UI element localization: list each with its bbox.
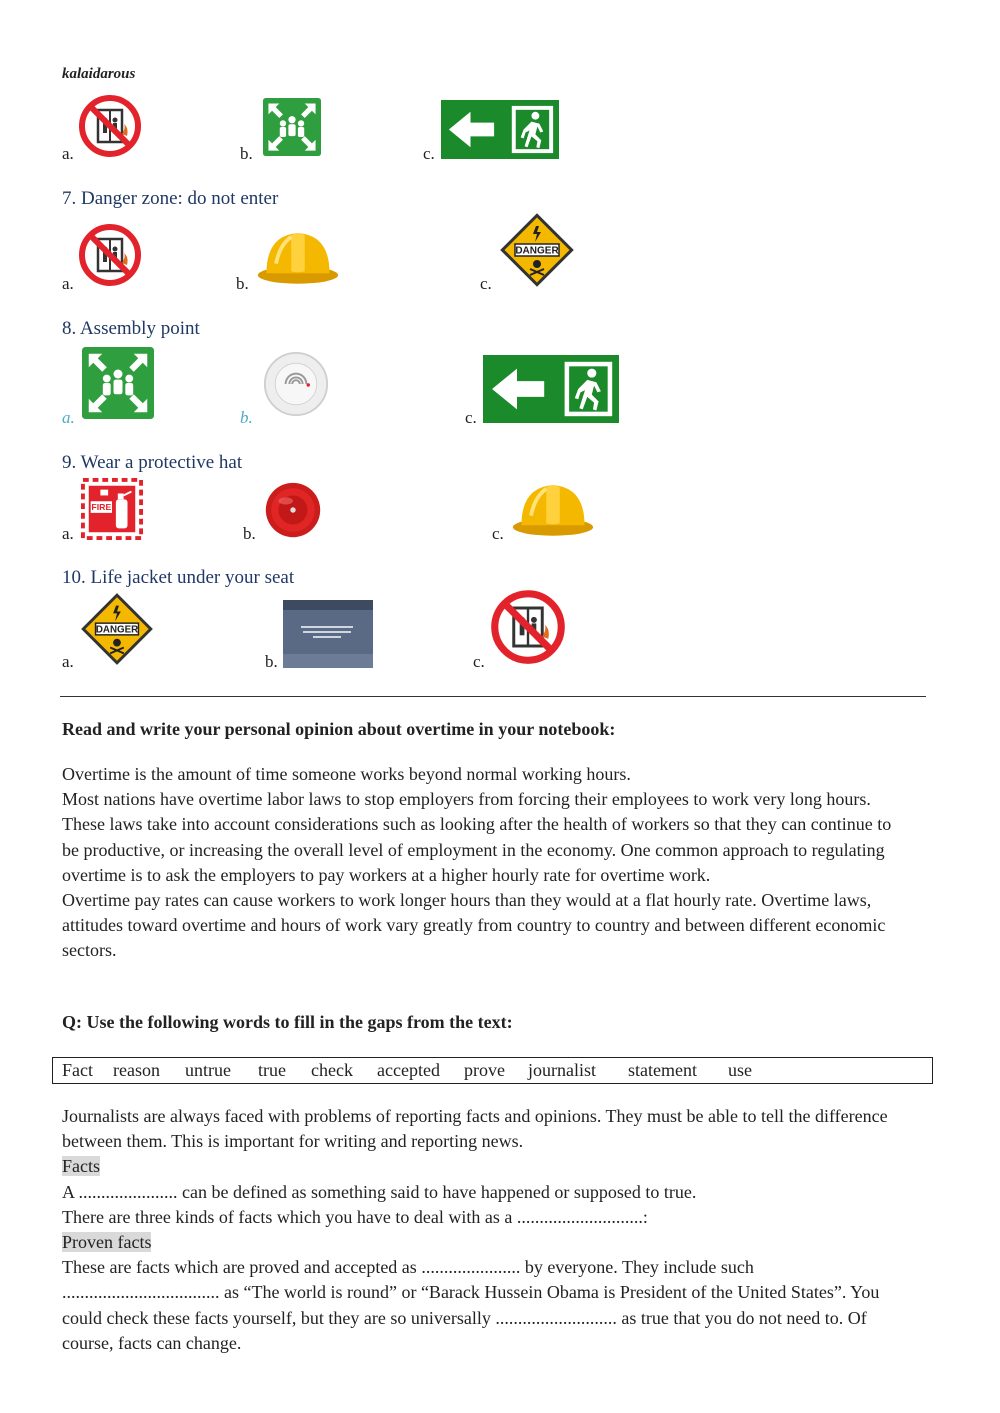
seat-placard-photo-icon[interactable]: [283, 600, 373, 668]
facts-heading: Facts: [62, 1156, 100, 1177]
gapfill-line-2: There are three kinds of facts which you have to deal with as a ............................:: [62, 1206, 648, 1227]
option-c-letter: c.: [480, 274, 492, 293]
word-bank: [52, 1057, 933, 1084]
section-divider: [60, 696, 926, 697]
gap-blank[interactable]: ......................: [78, 1181, 178, 1202]
fire-alarm-bell-icon[interactable]: [264, 481, 322, 539]
reading-paragraph: Overtime pay rates can cause workers to work longer hours than they would at a flat hourly rate. Overtime laws, attitudes toward overtime and hours of work vary greatly from country to country and between different economic sectors.: [62, 890, 886, 961]
emergency-exit-icon[interactable]: [483, 355, 619, 423]
word-bank-item: prove: [464, 1060, 505, 1080]
word-bank-item: true: [258, 1060, 286, 1080]
reading-heading: Read and write your personal opinion about overtime in your notebook:: [62, 719, 616, 739]
proven-facts-paragraph: These are facts which are proved and accepted as ...................... by everyone. They include such ................................... as “The world is round” or “Barack Hussein Obama is President of the United States”. You could check these facts yourself, but they are so universally ........................... as true that you do not need to. Of course, facts can change.: [62, 1257, 880, 1353]
word-bank-item: check: [311, 1060, 353, 1080]
option-c-letter: c.: [423, 144, 435, 163]
option-a-letter: a.: [62, 274, 74, 293]
gap-blank[interactable]: ...........................: [495, 1307, 617, 1328]
no-elevator-in-fire-icon[interactable]: [490, 589, 566, 665]
word-bank-item: reason: [113, 1060, 160, 1080]
option-b-letter: b.: [240, 408, 253, 427]
gap-blank[interactable]: ......................: [421, 1257, 521, 1278]
gapfill-intro: Journalists are always faced with problems of reporting facts and opinions. They must be able to tell the difference between them. This is important for writing and reporting news.: [62, 1106, 888, 1152]
no-elevator-in-fire-icon[interactable]: [78, 94, 142, 158]
word-bank-item: Fact: [62, 1060, 93, 1080]
no-elevator-in-fire-icon[interactable]: [78, 223, 142, 287]
word-bank-item: statement: [628, 1060, 697, 1080]
author-name: kalaidarous: [62, 66, 136, 82]
option-b-letter: b.: [236, 274, 249, 293]
gapfill-text: [62, 1104, 912, 1356]
gap-blank[interactable]: ...................................: [62, 1282, 220, 1303]
gapfill-question: Q: Use the following words to fill in the gaps from the text:: [62, 1012, 513, 1032]
option-a-letter: a.: [62, 144, 74, 163]
option-b-letter: b.: [243, 524, 256, 543]
question-10-title: 10. Life jacket under your seat: [62, 567, 295, 588]
hard-hat-icon[interactable]: [510, 476, 596, 540]
word-bank-item: accepted: [377, 1060, 440, 1080]
question-8-title: 8. Assembly point: [62, 318, 200, 339]
option-a-letter: a.: [62, 652, 74, 671]
reading-paragraph: Overtime is the amount of time someone works beyond normal working hours.: [62, 764, 631, 784]
reading-text: [62, 762, 912, 964]
emergency-exit-icon[interactable]: [441, 100, 559, 159]
option-c-letter: c.: [473, 652, 485, 671]
gapfill-line-1: A ...................... can be defined as something said to have happened or supposed to true.: [62, 1181, 697, 1202]
smoke-detector-icon[interactable]: [263, 351, 329, 417]
question-7-title: 7. Danger zone: do not enter: [62, 188, 279, 209]
reading-paragraph: Most nations have overtime labor laws to stop employers from forcing their employees to work very long hours. These laws take into account considerations such as looking after the health of workers so that they can continue to be productive, or increasing the overall level of employment in the economy. One common approach to regulating overtime is to ask the employers to pay workers at a higher hourly rate for overtime work.: [62, 789, 892, 885]
question-9-title: 9. Wear a protective hat: [62, 452, 243, 473]
option-c-letter: c.: [492, 524, 504, 543]
word-bank-item: journalist: [528, 1060, 596, 1080]
option-b-letter: b.: [240, 144, 253, 163]
assembly-point-icon[interactable]: [263, 98, 321, 156]
word-bank-item: use: [728, 1060, 752, 1080]
fire-extinguisher-sign-icon[interactable]: [80, 478, 144, 540]
word-bank-item: untrue: [185, 1060, 231, 1080]
option-a-letter: a.: [62, 408, 75, 427]
option-b-letter: b.: [265, 652, 278, 671]
option-a-letter: a.: [62, 524, 74, 543]
danger-sign-icon[interactable]: [78, 590, 156, 668]
danger-sign-icon[interactable]: [497, 210, 577, 290]
hard-hat-icon[interactable]: [255, 225, 341, 287]
gap-blank[interactable]: ............................: [516, 1206, 643, 1227]
proven-facts-heading: Proven facts: [62, 1232, 152, 1253]
option-c-letter: c.: [465, 408, 477, 427]
assembly-point-icon[interactable]: [82, 347, 154, 419]
